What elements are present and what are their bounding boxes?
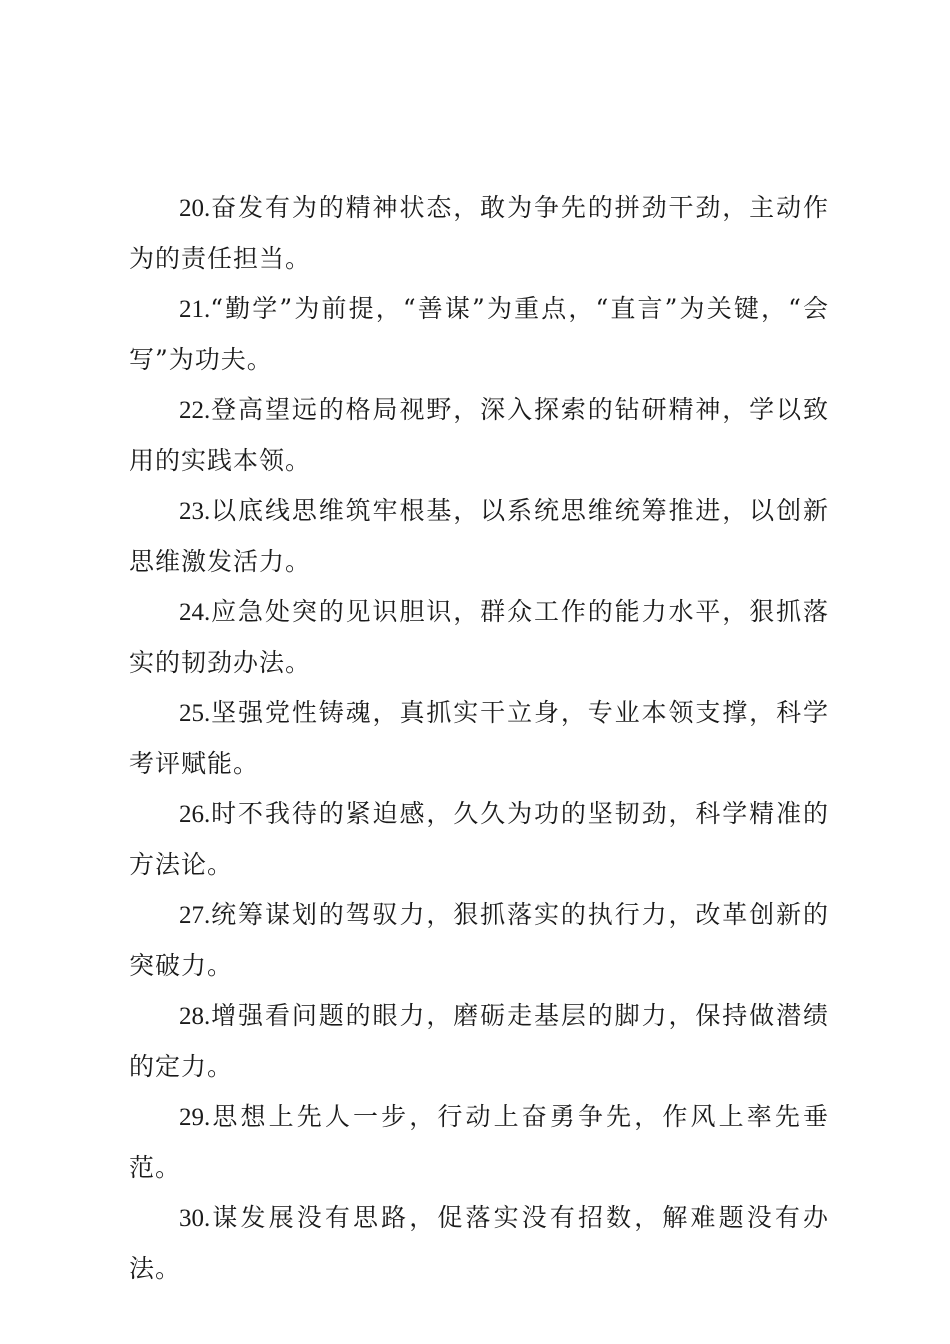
list-item-22 — [129, 385, 829, 486]
item-number: 30. — [179, 1205, 211, 1232]
list-item-24 — [129, 587, 829, 688]
item-number: 20. — [179, 195, 211, 222]
item-text: 应急处突的见识胆识，群众工作的能力水平，狠抓落实的韧劲办法。 — [129, 597, 829, 677]
item-number: 25. — [179, 700, 211, 727]
item-number: 22. — [179, 397, 211, 424]
item-number: 21. — [179, 296, 211, 323]
item-text: 思想上先人一步，行动上奋勇争先，作风上率先垂范。 — [129, 1102, 829, 1182]
item-text: 坚强党性铸魂，真抓实干立身，专业本领支撑，科学考评赋能。 — [129, 698, 829, 778]
list-item-26 — [129, 789, 829, 890]
item-number: 23. — [179, 498, 211, 525]
item-text: 以底线思维筑牢根基，以系统思维统筹推进，以创新思维激发活力。 — [129, 496, 829, 576]
item-number: 24. — [179, 599, 211, 626]
item-text: “勤学”为前提，“善谋”为重点，“直言”为关键，“会写”为功夫。 — [129, 294, 829, 374]
item-number: 26. — [179, 801, 211, 828]
item-text: 增强看问题的眼力，磨砺走基层的脚力，保持做潜绩的定力。 — [129, 1001, 829, 1081]
item-number: 29. — [179, 1104, 211, 1131]
item-text: 谋发展没有思路，促落实没有招数，解难题没有办法。 — [129, 1203, 829, 1283]
list-item-29 — [129, 1092, 829, 1193]
list-item-20 — [129, 183, 829, 284]
item-text: 登高望远的格局视野，深入探索的钻研精神，学以致用的实践本领。 — [129, 395, 829, 475]
list-item-28 — [129, 991, 829, 1092]
list-item-30 — [129, 1193, 829, 1294]
list-item-23 — [129, 486, 829, 587]
item-text: 奋发有为的精神状态，敢为争先的拼劲干劲，主动作为的责任担当。 — [129, 193, 829, 273]
item-text: 时不我待的紧迫感，久久为功的坚韧劲，科学精准的方法论。 — [129, 799, 829, 879]
numbered-list — [129, 183, 829, 1294]
item-text: 统筹谋划的驾驭力，狠抓落实的执行力，改革创新的突破力。 — [129, 900, 829, 980]
list-item-21 — [129, 284, 829, 385]
list-item-27 — [129, 890, 829, 991]
item-number: 28. — [179, 1003, 211, 1030]
item-number: 27. — [179, 902, 211, 929]
list-item-25 — [129, 688, 829, 789]
